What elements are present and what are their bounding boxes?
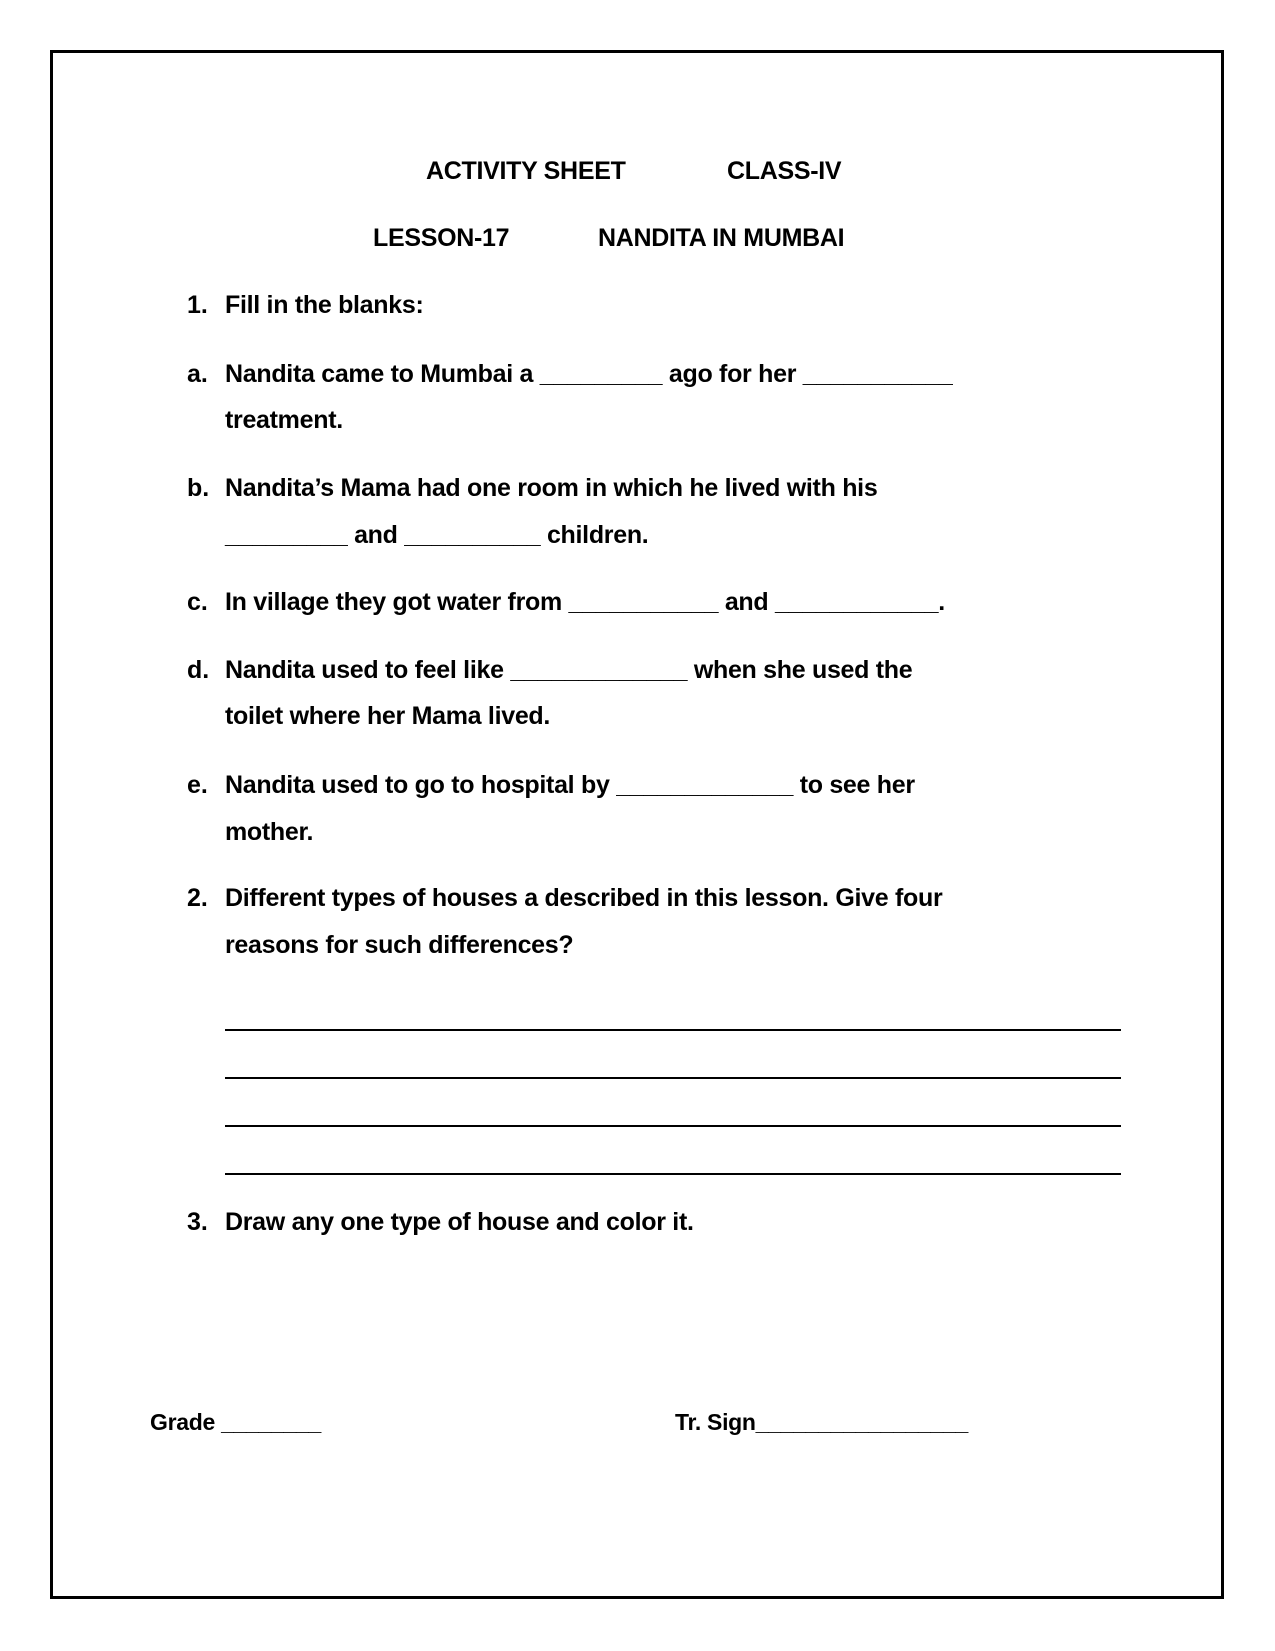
item-a-label: a. xyxy=(187,360,208,388)
item-d-line2: toilet where her Mama lived. xyxy=(225,702,551,730)
grade-field: Grade ________ xyxy=(150,1409,321,1435)
lesson-title: NANDITA IN MUMBAI xyxy=(598,224,845,252)
teacher-sign-field: Tr. Sign_________________ xyxy=(675,1409,969,1435)
item-b-line2: _________ and __________ children. xyxy=(225,521,649,549)
q2-line2: reasons for such differences? xyxy=(225,931,574,959)
q3-number: 3. xyxy=(187,1208,208,1236)
answer-line[interactable] xyxy=(225,1173,1121,1175)
answer-line[interactable] xyxy=(225,1125,1121,1127)
q1-text: Fill in the blanks: xyxy=(225,291,424,319)
q2-line1: Different types of houses a described in this lesson. Give four xyxy=(225,884,943,912)
q1-number: 1. xyxy=(187,291,208,319)
item-e-line1: Nandita used to go to hospital by _____________ to see her xyxy=(225,771,915,799)
item-d-line1: Nandita used to feel like _____________ when she used the xyxy=(225,656,913,684)
item-d-label: d. xyxy=(187,656,210,684)
item-e-label: e. xyxy=(187,771,208,799)
q3-text: Draw any one type of house and color it. xyxy=(225,1208,694,1236)
item-e-line2: mother. xyxy=(225,818,314,846)
answer-line[interactable] xyxy=(225,1029,1121,1031)
lesson-number: LESSON-17 xyxy=(373,224,510,252)
item-b-line1: Nandita’s Mama had one room in which he lived with his xyxy=(225,474,878,502)
q2-number: 2. xyxy=(187,884,208,912)
item-a-line2: treatment. xyxy=(225,406,343,434)
item-c-label: c. xyxy=(187,588,208,616)
item-c-line1: In village they got water from ___________ and ____________. xyxy=(225,588,945,616)
sheet-title: ACTIVITY SHEET xyxy=(426,157,626,185)
class-label: CLASS-IV xyxy=(727,157,842,185)
answer-line[interactable] xyxy=(225,1077,1121,1079)
item-a-line1: Nandita came to Mumbai a _________ ago for her ___________ xyxy=(225,360,953,388)
item-b-label: b. xyxy=(187,474,210,502)
